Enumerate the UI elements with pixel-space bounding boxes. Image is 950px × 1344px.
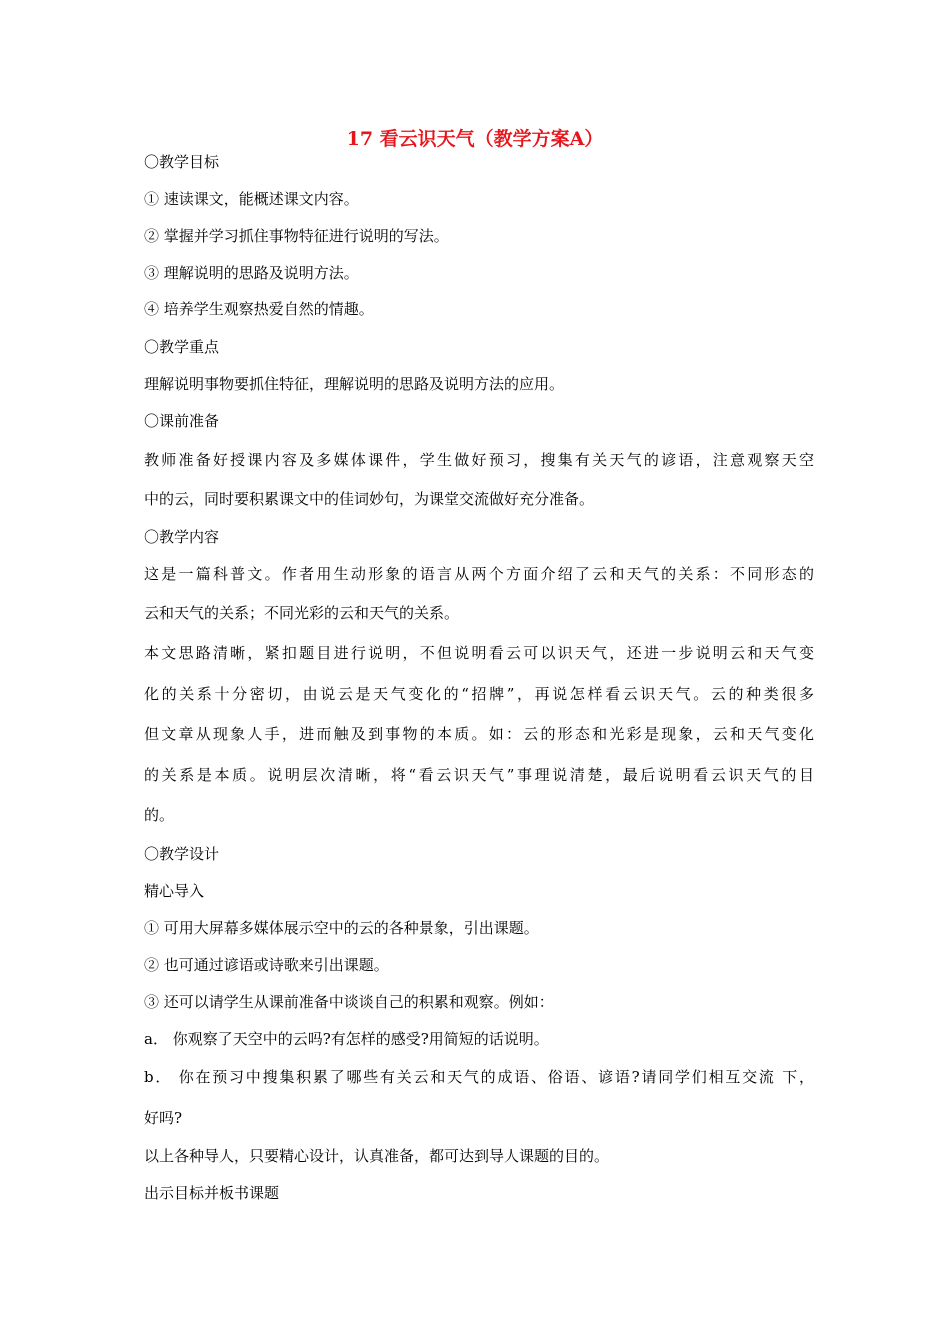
paragraph-line: 这是一篇科普文。作者用生动形象的语言从两个方面介绍了云和天气的关系：不同形态的 <box>144 565 814 583</box>
paragraph-line: 理解说明事物要抓住特征，理解说明的思路及说明方法的应用。 <box>144 375 565 393</box>
list-item: ③ 还可以请学生从课前准备中谈谈自己的积累和观察。例如： <box>144 993 554 1011</box>
subheading-intro: 精心导入 <box>144 882 205 900</box>
paragraph-line: 的。 <box>144 806 175 824</box>
paragraph-line: 的关系是本质。说明层次清晰，将“看云识天气”事理说清楚，最后说明看云识天气的目 <box>144 766 814 784</box>
paragraph-line: 云和天气的关系；不同光彩的云和天气的关系。 <box>144 604 460 622</box>
list-item: b． 你在预习中搜集积累了哪些有关云和天气的成语、俗语、谚语?请同学们相互交流 下， <box>144 1068 814 1086</box>
list-item: a． 你观察了天空中的云吗?有怎样的感受?用简短的话说明。 <box>144 1030 549 1048</box>
section-heading-preparation: 〇课前准备 <box>144 412 220 430</box>
paragraph-line: 但文章从现象人手，进而触及到事物的本质。如：云的形态和光彩是现象，云和天气变化 <box>144 725 814 743</box>
objective-item: ① 速读课文，能概述课文内容。 <box>144 190 359 208</box>
section-heading-content: 〇教学内容 <box>144 528 220 546</box>
objective-item: ④ 培养学生观察热爱自然的情趣。 <box>144 300 374 318</box>
paragraph-line: 好吗? <box>144 1109 183 1127</box>
page-title: 17 看云识天气（教学方案A） <box>346 128 604 150</box>
paragraph-line: 化的关系十分密切，由说云是天气变化的“招牌”，再说怎样看云识天气。云的种类很多 <box>144 685 814 703</box>
list-item: ① 可用大屏幕多媒体展示空中的云的各种景象，引出课题。 <box>144 919 539 937</box>
paragraph-line: 出示目标并板书课题 <box>144 1184 280 1202</box>
section-heading-objectives: 〇教学目标 <box>144 153 220 171</box>
paragraph-line: 中的云，同时要积累课文中的佳词妙句，为课堂交流做好充分准备。 <box>144 490 595 508</box>
objective-item: ③ 理解说明的思路及说明方法。 <box>144 264 359 282</box>
paragraph-line: 以上各种导人，只要精心设计，认真准备，都可达到导人课题的目的。 <box>144 1147 610 1165</box>
objective-item: ② 掌握并学习抓住事物特征进行说明的写法。 <box>144 227 449 245</box>
paragraph-line: 本文思路清晰，紧扣题目进行说明，不但说明看云可以识天气，还进一步说明云和天气变 <box>144 644 814 662</box>
section-heading-design: 〇教学设计 <box>144 845 220 863</box>
paragraph-line: 教师准备好授课内容及多媒体课件，学生做好预习，搜集有关天气的谚语，注意观察天空 <box>144 451 814 469</box>
section-heading-key-points: 〇教学重点 <box>144 338 220 356</box>
list-item: ② 也可通过谚语或诗歌来引出课题。 <box>144 956 389 974</box>
